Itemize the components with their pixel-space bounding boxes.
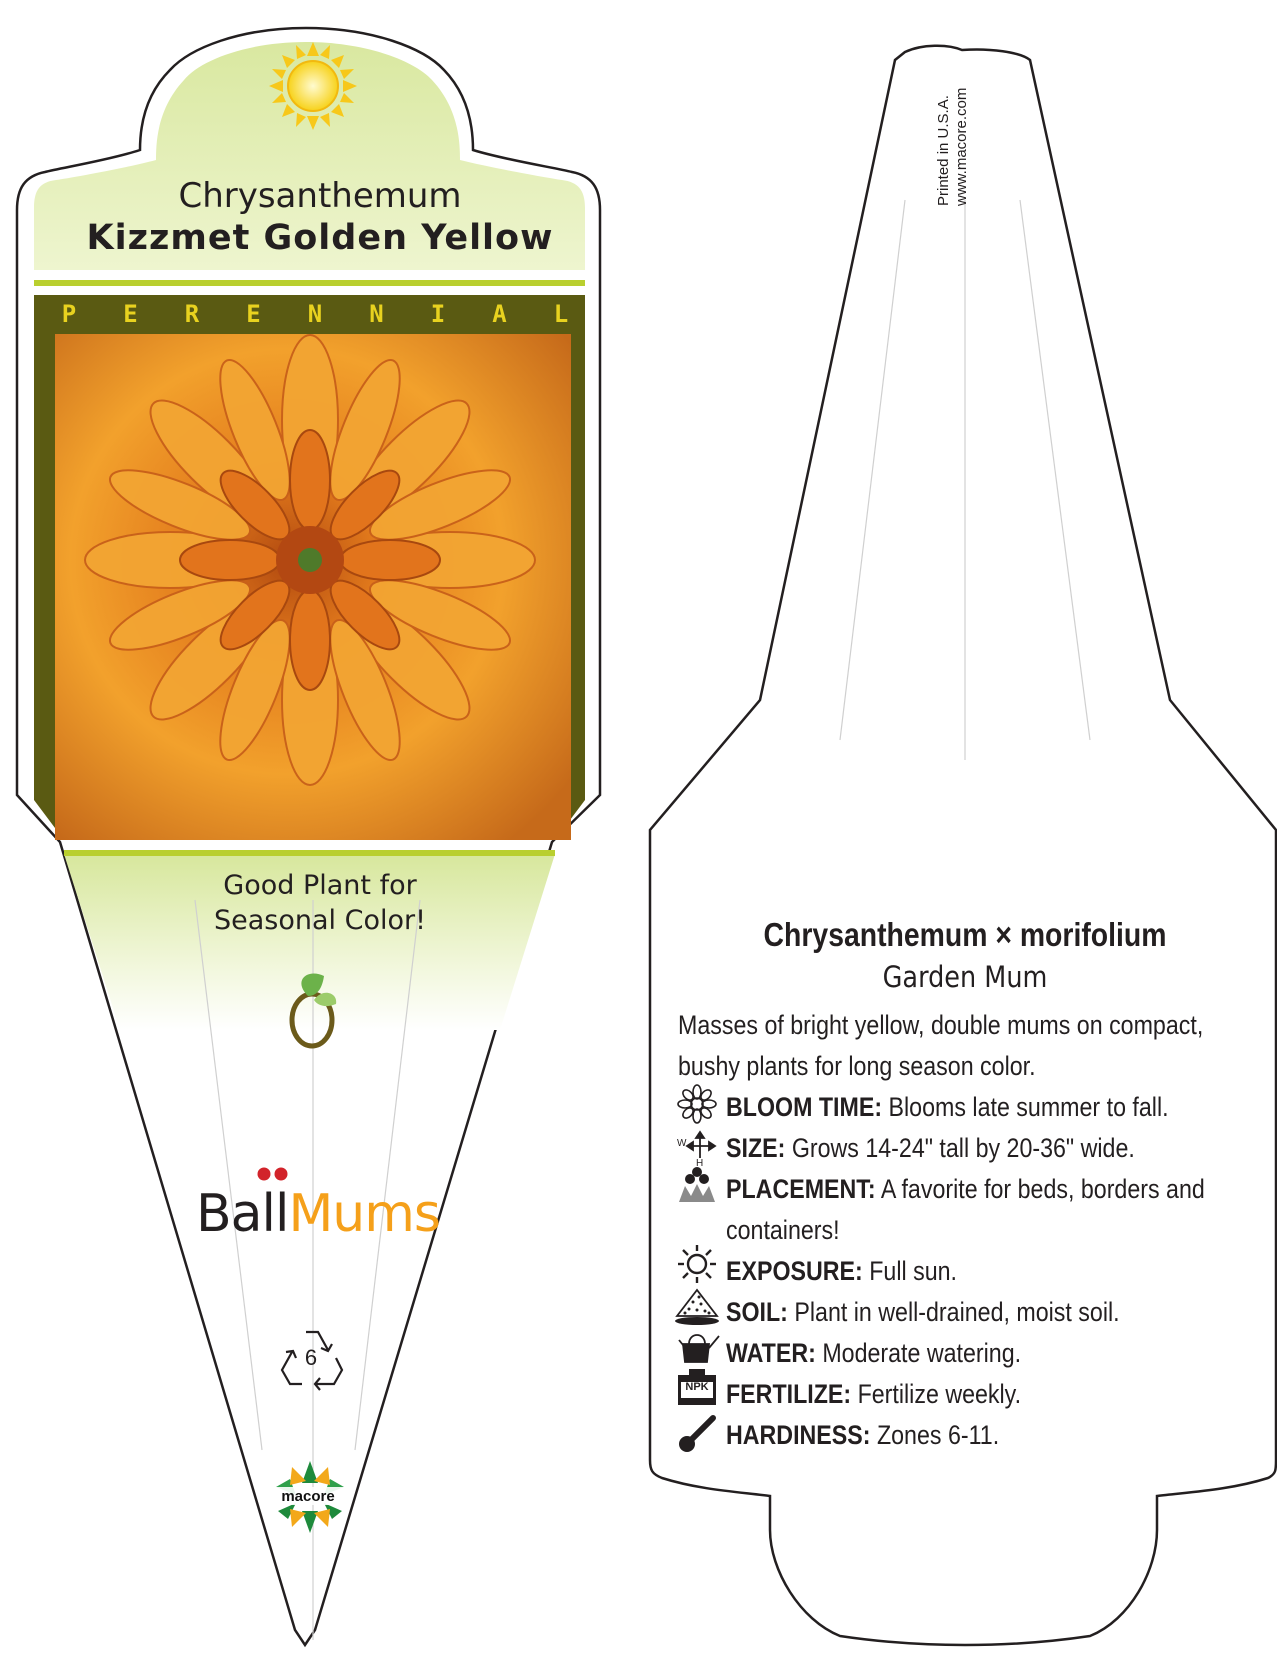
brand-ball: Ball [196, 1184, 289, 1244]
care-water [678, 1333, 1218, 1374]
tagline [120, 868, 520, 938]
full-sun-icon [269, 42, 357, 130]
size-height-label: H [696, 1158, 704, 1169]
care-label: FERTILIZE: [726, 1379, 852, 1409]
category-perennial [60, 300, 570, 328]
lime-band-top [34, 280, 585, 286]
printer-credit [935, 46, 970, 216]
description [678, 1005, 1218, 1087]
care-hardiness [678, 1415, 1218, 1456]
care-label: BLOOM TIME: [726, 1092, 883, 1122]
care-size [678, 1128, 1218, 1169]
care-label: WATER: [726, 1338, 816, 1368]
care-label: EXPOSURE: [726, 1256, 863, 1286]
care-label: SIZE: [726, 1133, 786, 1163]
care-label: PLACEMENT: [726, 1174, 876, 1204]
category-letter: R [184, 300, 200, 328]
care-soil [678, 1292, 1218, 1333]
plant-genus: Chrysanthemum [178, 176, 462, 216]
care-text: Moderate watering. [822, 1338, 1022, 1368]
category-letter: A [492, 300, 507, 328]
size-width-label: W [677, 1138, 687, 1149]
macore-logo-text: macore [281, 1488, 335, 1505]
care-fertilize [678, 1374, 1218, 1415]
cultivar-name: Kizzmet Golden Yellow [86, 218, 554, 258]
care-text: Full sun. [869, 1256, 958, 1286]
category-letter: N [369, 300, 384, 328]
npk-label: NPK [685, 1381, 709, 1393]
category-letter: N [307, 300, 323, 328]
flower-photo [55, 334, 571, 840]
care-text: Zones 6-11. [876, 1420, 1000, 1450]
care-bloom-time [678, 1087, 1218, 1128]
plant-info [678, 1005, 1218, 1456]
care-text: Plant in well-drained, moist soil. [794, 1297, 1120, 1327]
care-placement [678, 1169, 1218, 1251]
category-letter: E [123, 300, 138, 328]
scientific-name: Chrysanthemum × morifolium [763, 916, 1167, 953]
tagline-line: Good Plant for [223, 870, 417, 901]
care-text: Blooms late summer to fall. [888, 1092, 1169, 1122]
care-label: HARDINESS: [726, 1420, 871, 1450]
category-letter: P [61, 300, 77, 328]
common-name: Garden Mum [882, 960, 1048, 994]
care-exposure [678, 1251, 1218, 1292]
care-label: SOIL: [726, 1297, 788, 1327]
category-letter: E [246, 300, 261, 328]
care-text: Fertilize weekly. [857, 1379, 1022, 1409]
category-letter: I [430, 300, 446, 328]
recycle-code: 6 [304, 1345, 318, 1370]
ball-mums-logo [196, 1184, 440, 1244]
printed-in: Printed in U.S.A. [935, 95, 952, 206]
description-text: Masses of bright yellow, double mums on compact, bushy plants for long season color. [678, 1010, 1204, 1081]
care-text: Grows 14-24" tall by 20-36" wide. [791, 1133, 1135, 1163]
care-text: A favorite for beds, borders and containers! [726, 1174, 1205, 1245]
category-letter: L [553, 300, 569, 328]
printer-url: www.macore.com [953, 87, 970, 206]
brand-mums: Mums [288, 1184, 441, 1244]
brand-dot-left [258, 1168, 271, 1181]
tagline-line: Seasonal Color! [214, 905, 426, 936]
brand-dot-right [275, 1168, 288, 1181]
